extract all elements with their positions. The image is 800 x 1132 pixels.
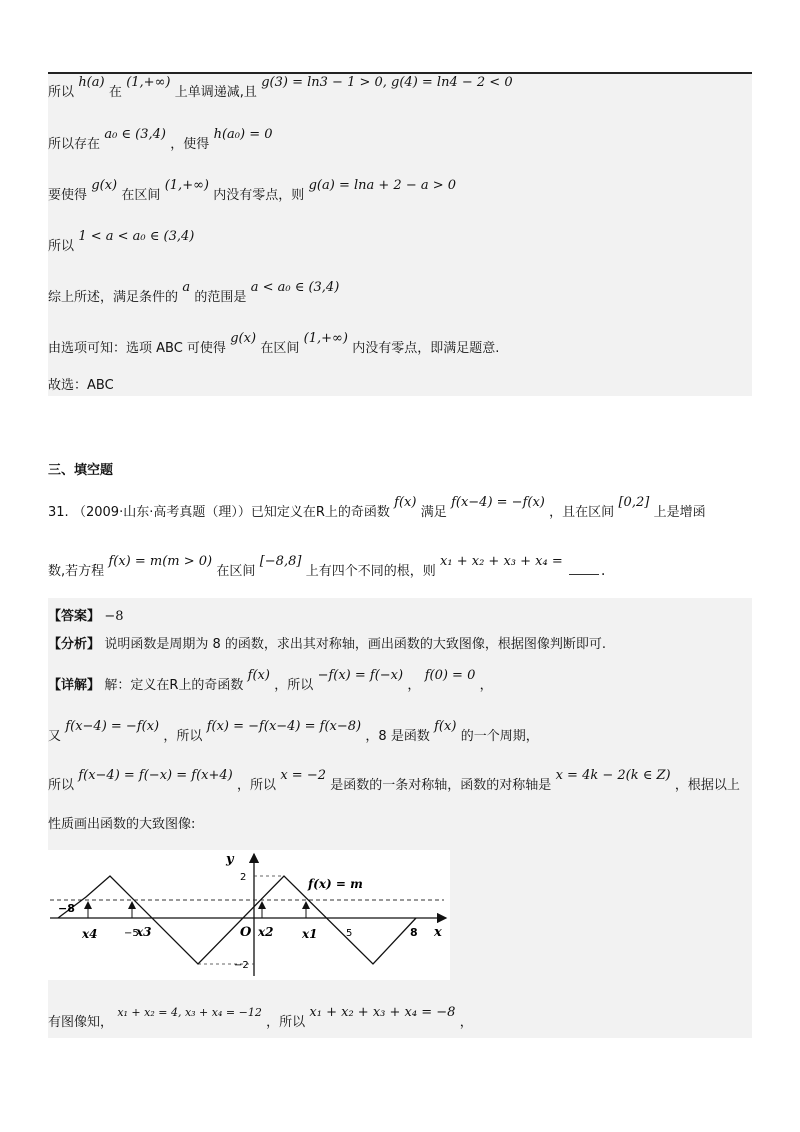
- curve-label: f(x) = m: [308, 877, 363, 891]
- root-label-x4: x4: [82, 927, 98, 941]
- solution-line-2: 所以存在 a₀ ∈ (3,4) ，使得 h(a₀) = 0: [48, 127, 273, 152]
- root-label-x1: x1: [302, 927, 318, 941]
- analysis-line: 【分析】 说明函数是周期为 8 的函数，求出其对称轴，画出函数的大致图像，根据图像判断即可.: [48, 637, 606, 652]
- tick-label-2: 2: [240, 872, 247, 883]
- answer-blank: [569, 562, 599, 575]
- detail-line-1: 【详解】 解：定义在R上的奇函数 f(x) ，所以 −f(x) = f(−x) ， f(0) = 0 ，: [48, 668, 493, 693]
- tick-label-neg2: −2: [234, 960, 249, 971]
- detail-line-2: 又 f(x−4) = −f(x) ，所以 f(x) = −f(x−4) = f(x−8) ，8 是函数 f(x) 的一个周期，: [48, 719, 539, 744]
- root-label-x3: x3: [136, 925, 152, 939]
- tick-label-neg5: −5: [124, 928, 139, 939]
- tick-label-5: 5: [346, 928, 353, 939]
- solution-line-1: 所以 h(a) 在 (1,+∞) 上单调递减,且 g(3) = ln3 − 1 > 0, g(4) = ln4 − 2 < 0: [48, 75, 513, 100]
- detail-line-5: 有图像知， x₁ + x₂ = 4, x₃ + x₄ = −12 ，所以 x₁ + x₂ + x₃ + x₄ = −8 ，: [48, 1005, 473, 1030]
- y-axis-label: y: [226, 852, 234, 867]
- solution-line-3: 要使得 g(x) 在区间 (1,+∞) 内没有零点，则 g(a) = lna + 2 − a > 0: [48, 178, 457, 203]
- solution-line-7: 故选：ABC: [48, 378, 114, 393]
- root-label-x2: x2: [258, 925, 274, 939]
- tick-label-8: 8: [410, 926, 418, 939]
- tick-label-neg8: −8: [58, 902, 75, 915]
- detail-line-3: 所以 f(x−4) = f(−x) = f(x+4) ，所以 x = −2 是函数的一条对称轴，函数的对称轴是 x = 4k − 2(k ∈ Z) ，根据以上: [48, 768, 740, 793]
- detail-line-4: 性质画出函数的大致图像:: [48, 817, 196, 832]
- function-graph: [48, 850, 450, 980]
- problem-line-1: 31. （2009·山东·高考真题（理））已知定义在R上的奇函数 f(x) 满足 f(x−4) = −f(x) ，且在区间 [0,2] 上是增函: [48, 495, 706, 520]
- solution-line-6: 由选项可知：选项 ABC 可使得 g(x) 在区间 (1,+∞) 内没有零点，即满足题意.: [48, 331, 500, 356]
- graph-svg: [48, 850, 450, 980]
- origin-label: O: [240, 925, 252, 940]
- solution-line-5: 综上所述，满足条件的 a 的范围是 a < a₀ ∈ (3,4): [48, 280, 340, 305]
- section-title: 三、填空题: [48, 463, 114, 478]
- x-axis-label: x: [434, 925, 442, 940]
- problem-line-2: 数,若方程 f(x) = m(m > 0) 在区间 [−8,8] 上有四个不同的根，则 x₁ + x₂ + x₃ + x₄ = .: [48, 554, 606, 579]
- solution-line-4: 所以 1 < a < a₀ ∈ (3,4): [48, 229, 195, 254]
- answer-line: 【答案】 −8: [48, 609, 124, 624]
